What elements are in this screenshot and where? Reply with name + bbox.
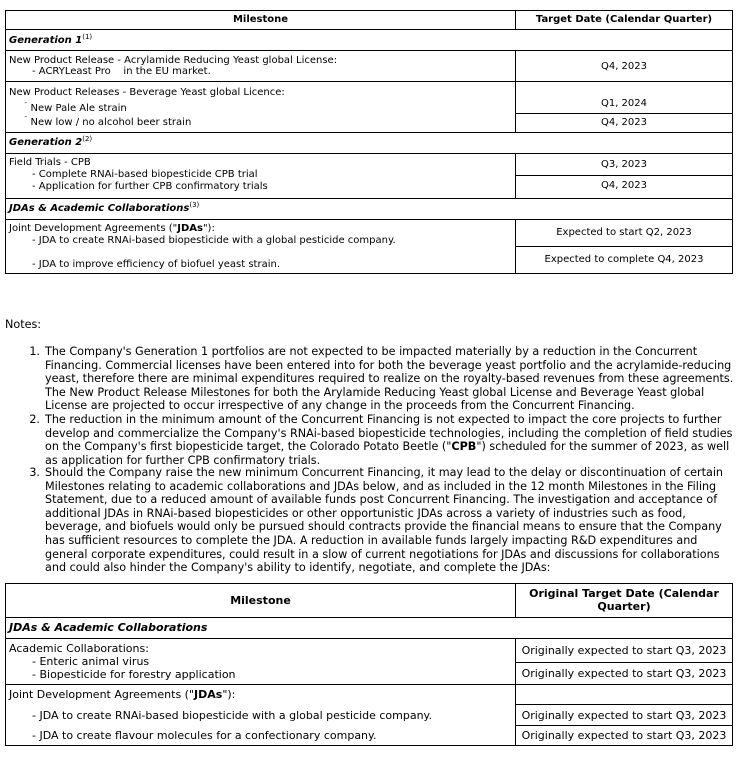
note-3 bbox=[26, 466, 736, 576]
milestone-jda-heading bbox=[9, 223, 215, 235]
note-line: as application for further CPB confirmatory trials. bbox=[45, 453, 321, 467]
date-enteric-virus: Originally expected to start Q3, 2023 bbox=[521, 644, 727, 657]
note-line: The reduction in the minimum amount of the Concurrent Financing is not expected to impact the core projects to further bbox=[45, 413, 722, 426]
section-jdas-academic: JDAs & Academic Collaborations bbox=[9, 621, 208, 634]
item-text: New low / no alcohol beer strain bbox=[30, 117, 192, 128]
note-line: The New Product Release Milestones for both the Arylamide Reducing Yeast global License and Beverage Yeast global bbox=[45, 385, 705, 399]
academic-enteric-virus: - Enteric animal virus bbox=[32, 655, 150, 668]
date-cpb-confirmatory: Q4, 2023 bbox=[600, 180, 648, 191]
text: on the Company's first biopesticide target, the Colorado Potato Beetle (" bbox=[45, 440, 452, 454]
note-line: Should the Company raise the new minimum Concurrent Financing, it may lead to the delay or discontinuation of certain bbox=[45, 466, 724, 479]
milestone-jda-biopesticide: - JDA to create RNAi-based biopesticide with a global pesticide company. bbox=[32, 235, 396, 246]
text: Joint Development Agreements (" bbox=[9, 688, 195, 701]
note-line bbox=[45, 440, 735, 454]
milestone-acrylamide-item: - ACRYLeast Pro in the EU market. bbox=[32, 66, 211, 77]
note-body bbox=[45, 413, 735, 467]
defined-term: JDAs bbox=[194, 688, 223, 701]
header-line: Quarter) bbox=[597, 600, 651, 613]
milestone-cpb-trial: - Complete RNAi-based biopesticide CPB trial bbox=[32, 169, 258, 180]
rule bbox=[515, 246, 733, 247]
jda-flavour: - JDA to create flavour molecules for a confectionary company. bbox=[32, 729, 377, 742]
rule bbox=[5, 81, 733, 82]
rule bbox=[5, 132, 733, 133]
date-pale-ale: Q1, 2024 bbox=[600, 98, 648, 109]
header-milestone: Milestone bbox=[230, 594, 291, 607]
bullet-icon: ¯ bbox=[24, 102, 28, 110]
footnote-ref: (3) bbox=[189, 201, 200, 209]
text: "): bbox=[222, 688, 236, 701]
table2-border-left bbox=[5, 583, 6, 746]
header-target-date: Target Date (Calendar Quarter) bbox=[535, 14, 713, 25]
rule bbox=[5, 29, 733, 30]
milestone-field-trials: Field Trials - CPB bbox=[9, 157, 91, 168]
table1-border-bottom bbox=[5, 273, 733, 274]
section-title: Generation 1 bbox=[9, 35, 83, 46]
rule bbox=[5, 219, 733, 220]
milestone-jda-biofuel: - JDA to improve efficiency of biofuel yeast strain. bbox=[32, 259, 281, 270]
section-generation-2 bbox=[9, 137, 92, 149]
note-number: 3. bbox=[29, 466, 40, 479]
table1-border-top bbox=[5, 10, 733, 11]
text: "): bbox=[202, 223, 215, 234]
rule bbox=[515, 113, 733, 114]
rule bbox=[5, 198, 733, 199]
note-1 bbox=[26, 345, 736, 415]
note-line: License are projected to occur irrespective of any change in the proceeds from the Concurrent Financing. bbox=[45, 399, 635, 413]
header-line: Original Target Date (Calendar bbox=[529, 587, 719, 600]
milestone-acrylamide: New Product Release - Acrylamide Reducing Yeast global License: bbox=[9, 55, 338, 66]
date-jda-biopesticide: Originally expected to start Q3, 2023 bbox=[521, 709, 727, 722]
text: Joint Development Agreements (" bbox=[9, 223, 178, 234]
note-2 bbox=[26, 413, 736, 469]
table2-border-bottom bbox=[5, 745, 733, 746]
rule bbox=[5, 50, 733, 51]
note-line: Financing. Commercial licenses have been entered into for both the beverage yeast portfolio and the acrylamide-reducing bbox=[45, 358, 732, 372]
section-jdas bbox=[9, 203, 199, 215]
note-line: The Company's Generation 1 portfolios are not expected to be impacted materially by a reduction in the Concurrent bbox=[45, 345, 698, 358]
footnote-ref: (2) bbox=[82, 135, 93, 143]
jda-heading bbox=[9, 688, 235, 701]
date-cpb-trial: Q3, 2023 bbox=[600, 159, 648, 170]
note-line: Milestones relating to academic collaborations and JDAs below, and as included in the 12 month Milestones in the Filing bbox=[45, 479, 717, 493]
jda-biopesticide: - JDA to create RNAi-based biopesticide with a global pesticide company. bbox=[32, 709, 432, 722]
date-acrylamide: Q4, 2023 bbox=[600, 61, 648, 72]
item-text: New Pale Ale strain bbox=[30, 103, 127, 114]
academic-heading: Academic Collaborations: bbox=[9, 642, 149, 655]
academic-forestry: - Biopesticide for forestry application bbox=[32, 668, 236, 681]
note-line: has sufficient resources to complete the JDA. A reduction in available funds largely impacting R&D expenditures and bbox=[45, 533, 698, 547]
date-low-alcohol: Q4, 2023 bbox=[600, 117, 648, 128]
note-line: beverage, and biofuels would only be pursued should contracts provide the financial means to ensure that the Company bbox=[45, 520, 722, 534]
defined-term: JDAs bbox=[177, 223, 203, 234]
rule bbox=[515, 175, 733, 176]
rule bbox=[515, 704, 733, 705]
text: ") scheduled for the summer of 2023, as well bbox=[476, 440, 730, 454]
rule bbox=[5, 617, 733, 618]
header-original-target-date bbox=[516, 587, 732, 613]
table2-border-right bbox=[732, 583, 733, 746]
notes-heading: Notes: bbox=[5, 318, 42, 331]
date-jda-biofuel: Expected to complete Q4, 2023 bbox=[544, 254, 704, 265]
rule bbox=[5, 638, 733, 639]
section-title: JDAs & Academic Collaborations bbox=[9, 203, 190, 214]
date-forestry: Originally expected to start Q3, 2023 bbox=[521, 667, 727, 680]
milestone-beverage: New Product Releases - Beverage Yeast global Licence: bbox=[9, 87, 285, 98]
rule bbox=[5, 684, 733, 685]
note-number: 1. bbox=[29, 345, 40, 358]
note-line: yeast, therefore there are minimal expenditures required to realize on the royalty-based revenues from these agreements. bbox=[45, 372, 734, 386]
note-line: develop and commercialize the Company's RNAi-based biopesticide technologies, including the completion of field studies bbox=[45, 426, 733, 440]
note-line: additional JDAs in RNAi-based biopesticides or other opportunistic JDAs across a variety of industries such as food, bbox=[45, 506, 686, 520]
date-jda-biopesticide: Expected to start Q2, 2023 bbox=[556, 227, 692, 238]
bullet-icon: ¯ bbox=[24, 116, 28, 124]
table2-border-top bbox=[5, 583, 733, 584]
milestone-cpb-confirmatory: - Application for further CPB confirmatory trials bbox=[32, 181, 268, 192]
note-line: Statement, due to a reduced amount of available funds post Concurrent Financing. The investigation and acceptance of bbox=[45, 493, 718, 507]
milestone-low-alcohol bbox=[24, 114, 191, 129]
note-body bbox=[45, 466, 735, 575]
header-milestone: Milestone bbox=[232, 14, 289, 25]
defined-term: CPB bbox=[451, 440, 477, 454]
note-line: general corporate expenditures, could result in a slow of current negotiations for JDAs and discussions for collaborations bbox=[45, 547, 720, 561]
note-line: and could also hinder the Company's ability to identify, negotiate, and complete the JDAs: bbox=[45, 561, 551, 575]
rule bbox=[5, 153, 733, 154]
note-number: 2. bbox=[29, 413, 40, 426]
note-body bbox=[45, 345, 735, 413]
section-title: Generation 2 bbox=[9, 137, 83, 148]
footnote-ref: (1) bbox=[82, 33, 93, 41]
date-jda-flavour: Originally expected to start Q3, 2023 bbox=[521, 729, 727, 742]
milestone-pale-ale bbox=[24, 100, 127, 115]
section-generation-1 bbox=[9, 35, 92, 47]
rule bbox=[515, 662, 733, 663]
rule bbox=[515, 725, 733, 726]
